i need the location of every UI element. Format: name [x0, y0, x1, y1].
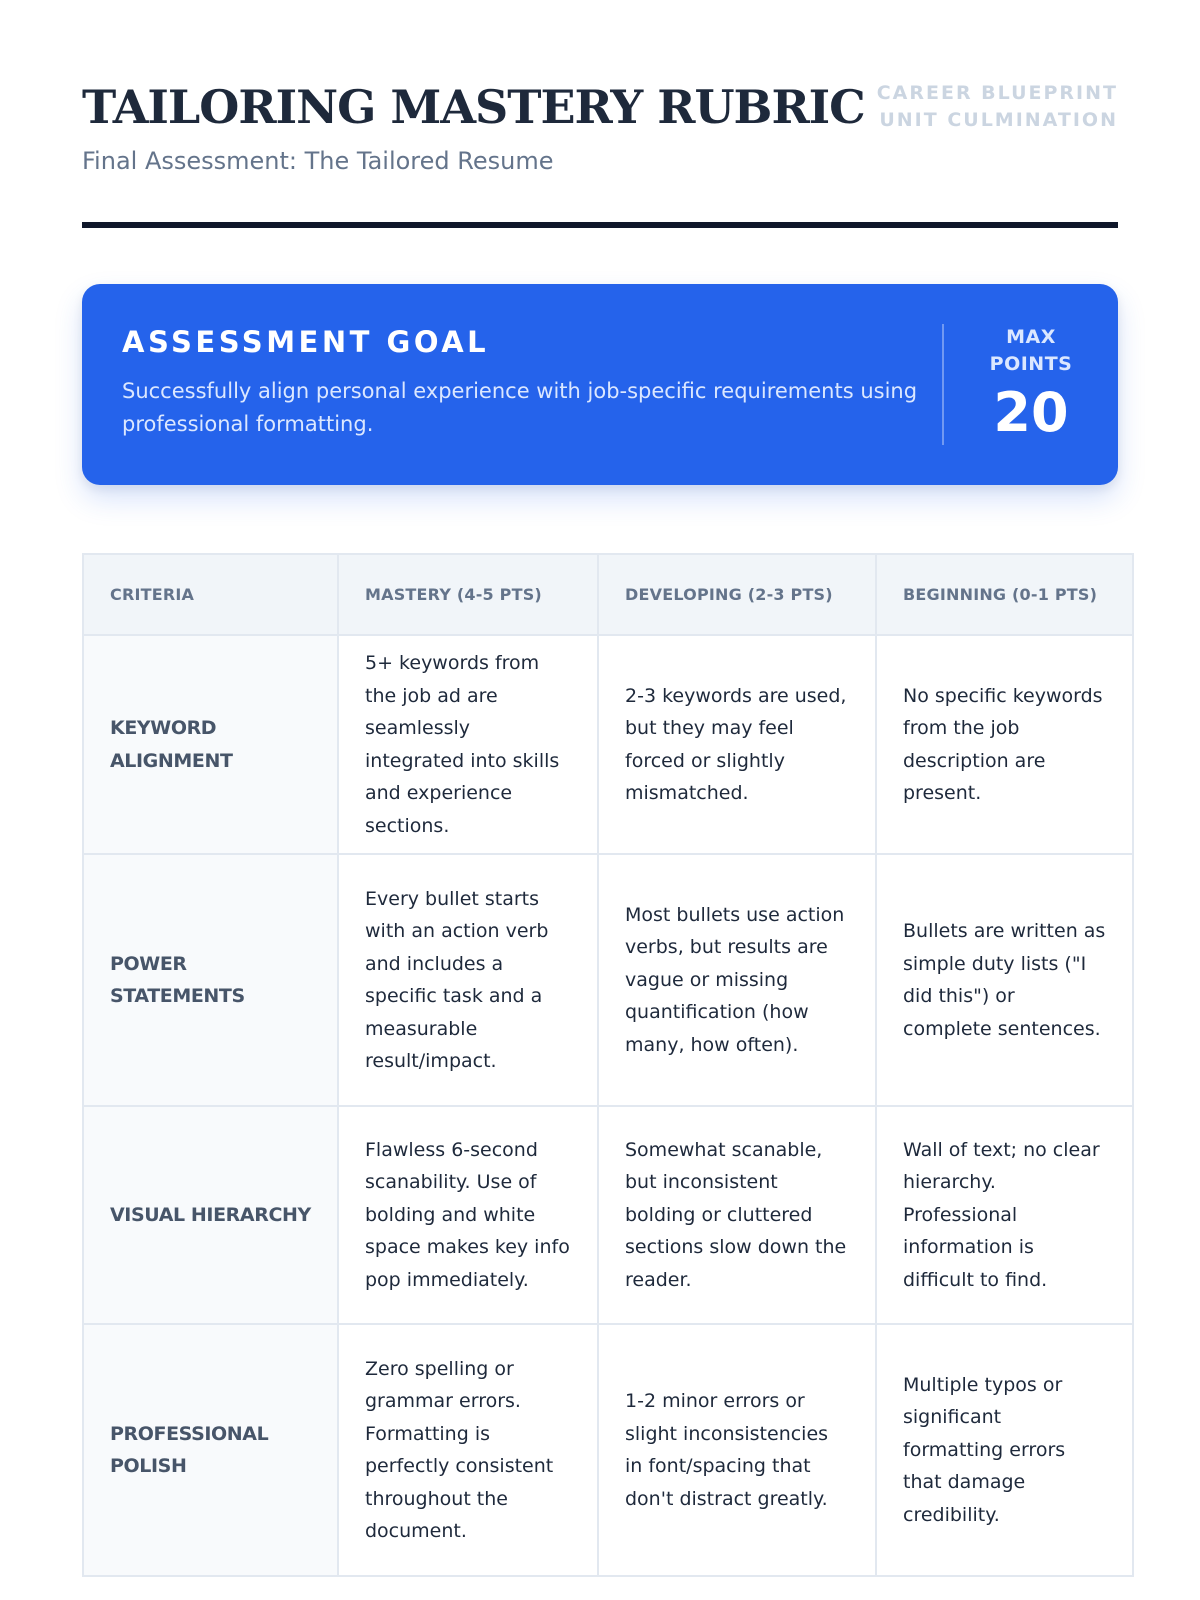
goal-text-block — [122, 325, 922, 441]
max-points-block — [944, 324, 1118, 444]
mastery-cell: Flawless 6-second scanability. Use of bolding and white space makes key info pop immediately. — [338, 1106, 598, 1324]
table-row — [83, 1106, 1133, 1324]
page-title: TAILORING MASTERY RUBRIC — [82, 80, 865, 134]
table-row — [83, 1324, 1133, 1576]
beginning-cell: Multiple typos or significant formatting errors that damage credibility. — [876, 1324, 1133, 1576]
table-row — [83, 854, 1133, 1106]
beginning-cell: Wall of text; no clear hierarchy. Professional information is difficult to find. — [876, 1106, 1133, 1324]
criteria-cell: KEYWORD ALIGNMENT — [83, 635, 338, 854]
developing-cell: 1-2 minor errors or slight inconsistencies in font/spacing that don't distract greatly. — [598, 1324, 876, 1576]
assessment-goal-card — [82, 284, 1118, 485]
criteria-cell: PROFESSIONAL POLISH — [83, 1324, 338, 1576]
beginning-cell: Bullets are written as simple duty lists ("I did this") or complete sentences. — [876, 854, 1133, 1106]
table-row — [83, 635, 1133, 854]
max-label: MAX — [1006, 326, 1056, 348]
goal-description: Successfully align personal experience with job-specific requirements using professional formatting. — [122, 379, 918, 436]
beginning-cell: No specific keywords from the job description are present. — [876, 635, 1133, 854]
column-header-beginning: BEGINNING (0-1 PTS) — [876, 554, 1133, 635]
column-header-criteria: CRITERIA — [83, 554, 338, 635]
page-subtitle: Final Assessment: The Tailored Resume — [82, 147, 554, 175]
header-divider — [82, 222, 1118, 228]
column-header-developing: DEVELOPING (2-3 PTS) — [598, 554, 876, 635]
mastery-cell: 5+ keywords from the job ad are seamlessly integrated into skills and experience sections. — [338, 635, 598, 854]
mastery-cell: Zero spelling or grammar errors. Formatting is perfectly consistent throughout the document. — [338, 1324, 598, 1576]
column-header-mastery: MASTERY (4-5 PTS) — [338, 554, 598, 635]
developing-cell: Somewhat scanable, but inconsistent bolding or cluttered sections slow down the reader. — [598, 1106, 876, 1324]
developing-cell: Most bullets use action verbs, but results are vague or missing quantification (how many, how often). — [598, 854, 876, 1106]
rubric-table — [82, 553, 1134, 1577]
meta-course-label: CAREER BLUEPRINT — [876, 82, 1118, 104]
max-points-value: 20 — [993, 381, 1069, 444]
points-label: POINTS — [989, 353, 1073, 375]
meta-unit-label: UNIT CULMINATION — [879, 109, 1118, 131]
developing-cell: 2-3 keywords are used, but they may feel forced or slightly mismatched. — [598, 635, 876, 854]
criteria-cell: POWER STATEMENTS — [83, 854, 338, 1106]
table-header-row — [83, 554, 1133, 635]
criteria-cell: VISUAL HIERARCHY — [83, 1106, 338, 1324]
page-header — [82, 0, 1118, 228]
unit-meta — [877, 80, 1118, 134]
goal-heading: ASSESSMENT GOAL — [122, 325, 490, 359]
mastery-cell: Every bullet starts with an action verb and includes a specific task and a measurable result/impact. — [338, 854, 598, 1106]
